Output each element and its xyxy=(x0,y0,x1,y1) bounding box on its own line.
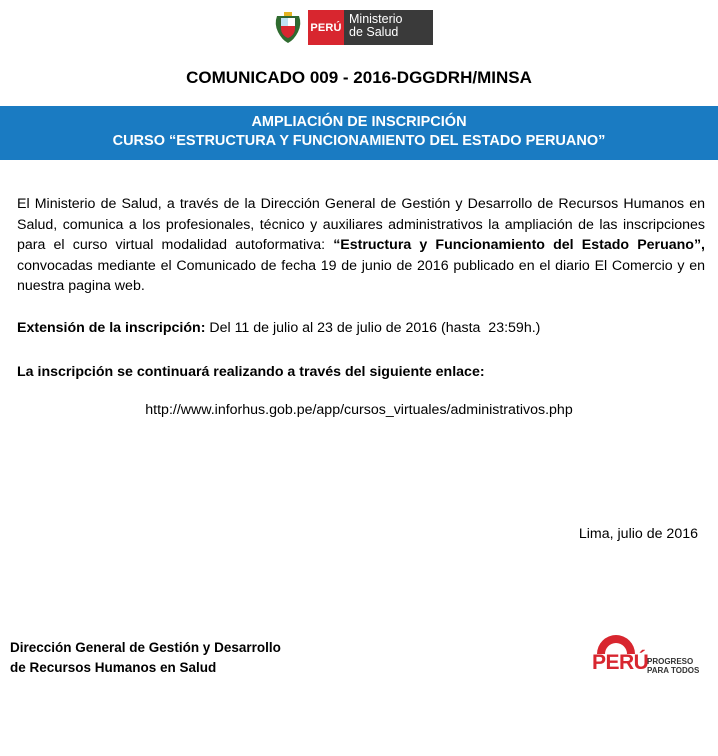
peru-brand-logo xyxy=(590,632,708,678)
banner-title: AMPLIACIÓN DE INSCRIPCIÓN xyxy=(251,114,467,130)
paragraph-part2: convocadas mediante el Comunicado de fecha 19 de junio de 2016 publicado en el diario El Comercio y en nuestra pagina web. xyxy=(17,257,705,294)
link-intro: La inscripción se continuará realizando a través del siguiente enlace: xyxy=(17,364,485,380)
extension-line xyxy=(17,320,540,336)
course-name: “Estructura y Funcionamiento del Estado Peruano”, xyxy=(333,237,705,253)
signature-line1: Dirección General de Gestión y Desarrollo xyxy=(10,640,281,655)
document-number: COMUNICADO 009 - 2016-DGGDRH/MINSA xyxy=(186,68,532,87)
paragraph-part1: El Ministerio de Salud, a través de la Dirección General de Gestión y Desarrollo de Recursos Humanos en Salud, comunica a los profesionales, técnico y auxiliares administrativos la ampliación de las inscripciones para el curso virtual modalidad autoformativa: xyxy=(17,196,705,253)
signature-block xyxy=(10,638,281,678)
title-banner xyxy=(0,106,718,160)
tagline-line1: PROGRESO xyxy=(647,657,694,666)
ministry-line2: de Salud xyxy=(349,25,399,39)
brand-tagline xyxy=(647,657,699,675)
signature-line2: de Recursos Humanos en Salud xyxy=(10,660,217,675)
extension-value: Del 11 de julio al 23 de julio de 2016 (hasta 23:59h.) xyxy=(205,320,541,336)
extension-label: Extensión de la inscripción: xyxy=(17,320,206,336)
ministry-logo xyxy=(272,10,433,45)
main-paragraph xyxy=(17,194,705,297)
peru-brand-text: PERÚ xyxy=(592,651,649,674)
banner-subtitle: CURSO “ESTRUCTURA Y FUNCIONAMIENTO DEL ESTADO PERUANO” xyxy=(112,133,606,149)
ministry-name xyxy=(344,10,433,45)
tagline-line2: PARA TODOS xyxy=(647,666,700,675)
ministry-line1: Ministerio xyxy=(349,12,403,26)
place-date: Lima, julio de 2016 xyxy=(578,526,698,542)
registration-link[interactable]: http://www.inforhus.gob.pe/app/cursos_virtuales/administrativos.php xyxy=(145,402,573,418)
coat-of-arms-icon xyxy=(272,10,304,45)
peru-label: PERÚ xyxy=(308,10,344,45)
